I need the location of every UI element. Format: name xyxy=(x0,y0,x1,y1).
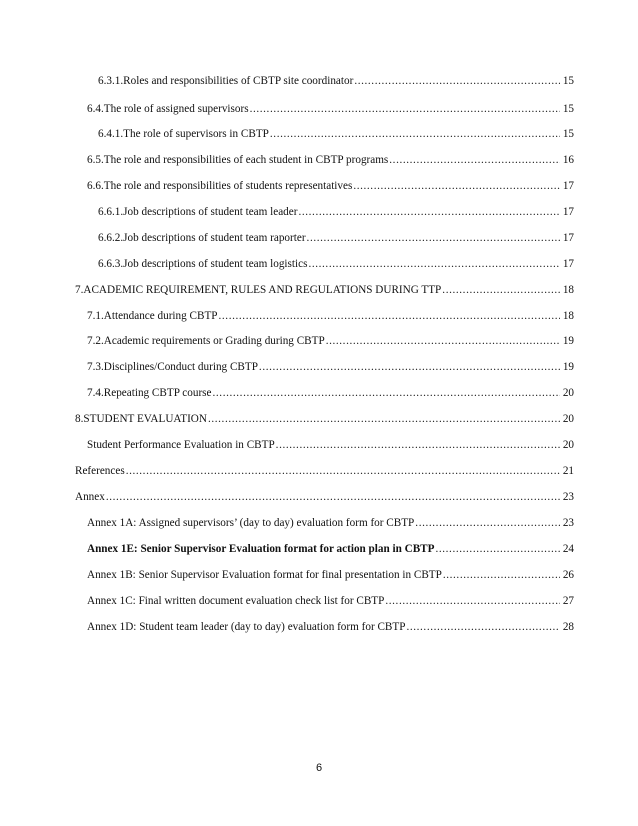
toc-entry-page: 17 xyxy=(562,258,574,270)
toc-entry-7-3[interactable] xyxy=(87,360,574,374)
toc-entry-6-6[interactable] xyxy=(87,179,574,193)
toc-entry-number: 6.6. xyxy=(87,180,104,192)
toc-entry-7-4[interactable] xyxy=(87,386,574,400)
dot-leader xyxy=(106,490,560,504)
dot-leader xyxy=(385,594,559,608)
dot-leader xyxy=(326,334,560,348)
toc-entry-page: 16 xyxy=(562,154,574,166)
toc-entry-page: 20 xyxy=(562,387,574,399)
toc-entry-title: The role of supervisors in CBTP xyxy=(123,128,269,140)
toc-entry-title: Annex xyxy=(75,491,105,503)
toc-entry-number: 6.5. xyxy=(87,154,104,166)
dot-leader xyxy=(389,153,560,167)
dot-leader xyxy=(443,568,560,582)
toc-entry-7-2[interactable] xyxy=(87,334,574,348)
toc-entry-annex-1c[interactable] xyxy=(87,594,574,608)
toc-entry-page: 24 xyxy=(562,543,574,555)
toc-entry-page: 17 xyxy=(562,206,574,218)
toc-entry-6-5[interactable] xyxy=(87,153,574,167)
toc-entry-number: 7.3. xyxy=(87,361,104,373)
toc-entry-annex-1b[interactable] xyxy=(87,568,574,582)
toc-entry-title: Academic requirements or Grading during CBTP xyxy=(103,335,325,347)
toc-entry-title: The role and responsibilities of students representatives xyxy=(103,180,353,192)
toc-entry-page: 18 xyxy=(562,310,574,322)
toc-entry-title: Student Performance Evaluation in CBTP xyxy=(87,439,275,451)
dot-leader xyxy=(442,283,560,297)
toc-entry-title: Job descriptions of student team leader xyxy=(123,206,298,218)
toc-entry-page: 20 xyxy=(562,439,574,451)
toc-entry-title: Roles and responsibilities of CBTP site coordinator xyxy=(123,75,354,87)
toc-entry-title: Annex 1A: Assigned supervisors’ (day to day) evaluation form for CBTP xyxy=(87,517,415,529)
toc-entry-title: Attendance during CBTP xyxy=(103,310,218,322)
toc-entry-page: 19 xyxy=(562,361,574,373)
toc-entry-page: 27 xyxy=(562,595,574,607)
toc-entry-number: 7. xyxy=(75,284,84,296)
toc-entry-title: Annex 1E: Senior Supervisor Evaluation format for action plan in CBTP xyxy=(87,543,435,555)
toc-entry-number: 7.4. xyxy=(87,387,104,399)
toc-entry-annex-1e[interactable] xyxy=(87,542,574,556)
toc-entry-references[interactable] xyxy=(75,464,574,478)
toc-entry-page: 21 xyxy=(562,465,574,477)
toc-entry-page: 28 xyxy=(562,621,574,633)
dot-leader xyxy=(270,127,560,141)
toc-entry-6-6-2[interactable] xyxy=(98,231,574,245)
dot-leader xyxy=(276,438,560,452)
toc-entry-annex-1a[interactable] xyxy=(87,516,574,530)
toc-entry-6-4-1[interactable] xyxy=(98,127,574,141)
dot-leader xyxy=(307,231,560,245)
toc-entry-number: 7.2. xyxy=(87,335,104,347)
toc-entry-page: 15 xyxy=(562,103,574,115)
dot-leader xyxy=(415,516,560,530)
toc-entry-title: STUDENT EVALUATION xyxy=(83,413,207,425)
toc-entry-title: References xyxy=(75,465,125,477)
toc-entry-8[interactable] xyxy=(75,412,574,426)
dot-leader xyxy=(353,179,559,193)
dot-leader xyxy=(213,386,560,400)
dot-leader xyxy=(298,205,559,219)
toc-entry-6-3-1[interactable] xyxy=(98,74,574,88)
toc-entry-title: ACADEMIC REQUIREMENT, RULES AND REGULATIONS DURING TTP xyxy=(83,284,442,296)
dot-leader xyxy=(219,309,560,323)
toc-entry-page: 19 xyxy=(562,335,574,347)
dot-leader xyxy=(126,464,560,478)
toc-entry-7-1[interactable] xyxy=(87,309,574,323)
toc-entry-page: 15 xyxy=(562,128,574,140)
toc-entry-number: 6.6.1. xyxy=(98,206,124,218)
toc-entry-title: The role of assigned supervisors xyxy=(103,103,249,115)
page-number: 6 xyxy=(315,762,323,774)
toc-entry-title: Annex 1D: Student team leader (day to day) evaluation form for CBTP xyxy=(87,621,406,633)
dot-leader xyxy=(406,620,559,634)
toc-entry-number: 6.3.1. xyxy=(98,75,124,87)
toc-entry-page: 23 xyxy=(562,491,574,503)
toc-entry-page: 17 xyxy=(562,232,574,244)
toc-entry-page: 26 xyxy=(562,569,574,581)
toc-entry-number: 7.1. xyxy=(87,310,104,322)
toc-entry-title: Job descriptions of student team raporter xyxy=(123,232,306,244)
dot-leader xyxy=(435,542,559,556)
toc-entry-page: 17 xyxy=(562,180,574,192)
dot-leader xyxy=(308,257,559,271)
toc-entry-page: 15 xyxy=(562,75,574,87)
toc-entry-6-6-1[interactable] xyxy=(98,205,574,219)
toc-entry-annex[interactable] xyxy=(75,490,574,504)
toc-entry-6-6-3[interactable] xyxy=(98,257,574,271)
toc-entry-page: 20 xyxy=(562,413,574,425)
toc-entry-student-performance-evaluation[interactable] xyxy=(87,438,574,452)
toc-entry-number: 8. xyxy=(75,413,84,425)
toc-entry-number: 6.4. xyxy=(87,103,104,115)
toc-entry-title: Disciplines/Conduct during CBTP xyxy=(103,361,258,373)
toc-entry-title: Repeating CBTP course xyxy=(103,387,212,399)
dot-leader xyxy=(354,74,559,88)
toc-entry-7[interactable] xyxy=(75,283,574,297)
toc-entry-page: 18 xyxy=(562,284,574,296)
toc-entry-title: Annex 1C: Final written document evaluation check list for CBTP xyxy=(87,595,385,607)
dot-leader xyxy=(208,412,560,426)
dot-leader xyxy=(250,102,560,116)
toc-entry-number: 6.6.2. xyxy=(98,232,124,244)
toc-entry-page: 23 xyxy=(562,517,574,529)
dot-leader xyxy=(259,360,560,374)
toc-entry-title: Job descriptions of student team logistics xyxy=(123,258,308,270)
toc-entry-number: 6.4.1. xyxy=(98,128,124,140)
toc-entry-6-4[interactable] xyxy=(87,102,574,116)
toc-entry-title: The role and responsibilities of each student in CBTP programs xyxy=(103,154,389,166)
toc-entry-number: 6.6.3. xyxy=(98,258,124,270)
toc-entry-title: Annex 1B: Senior Supervisor Evaluation format for final presentation in CBTP xyxy=(87,569,442,581)
toc-entry-annex-1d[interactable] xyxy=(87,620,574,634)
